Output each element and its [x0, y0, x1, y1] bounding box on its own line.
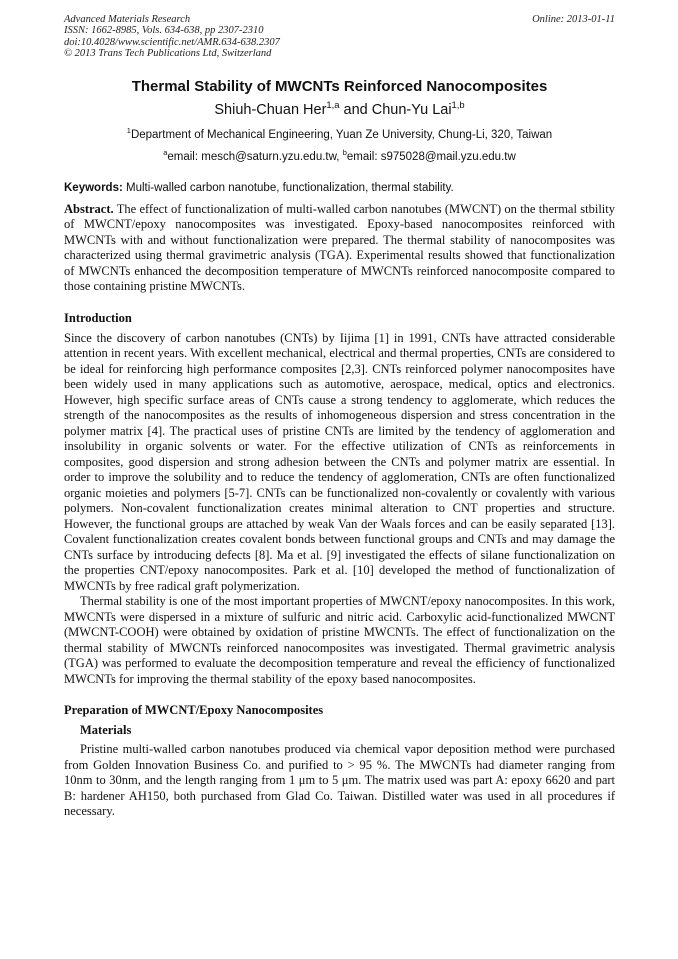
materials-subheading: Materials [80, 723, 132, 738]
journal-name: Advanced Materials Research [64, 14, 191, 25]
author-and: and [339, 101, 372, 118]
email-a-sup: a [163, 147, 168, 157]
author-line [64, 98, 615, 119]
keywords [64, 181, 615, 196]
abstract-text: The effect of functionalization of multi-walled carbon nanotubes (MWCNT) on the thermal stbility of MWCNT/epoxy nanocomposites was investigated. Epoxy-based nanocomposites reinforced with MWCNTs with and without functionalization were prepared. The thermal stability of nanocomposites was characterized using thermal gravimetric analysis (TGA). Experimental results showed that functionalization of MWCNTs enhanced the decomposition temperature of MWCNTs reinforced nanocomposite compared to those containing pristine MWCNTs. [64, 201, 615, 294]
paper-title: Thermal Stability of MWCNTs Reinforced Nanocomposites [131, 77, 548, 95]
abstract [64, 202, 615, 295]
online-date: Online: 2013-01-11 [532, 14, 615, 25]
author-2-sup: 1,b [451, 98, 465, 110]
email-a: email: mesch@saturn.yzu.edu.tw, [167, 150, 343, 163]
keywords-label: Keywords: [64, 181, 123, 194]
affiliation-text: Department of Mechanical Engineering, Yuan Ze University, Chung-Li, 320, Taiwan [130, 128, 553, 141]
author-1-sup: 1,a [326, 98, 340, 110]
email-b: email: s975028@mail.yzu.edu.tw [346, 150, 516, 163]
keywords-text: Multi-walled carbon nanotube, functionalization, thermal stability. [122, 181, 454, 194]
journal-issn: ISSN: 1662-8985, Vols. 634-638, pp 2307-2310 [64, 25, 264, 37]
abstract-label: Abstract. [64, 201, 114, 216]
journal-doi: doi:10.4028/www.scientific.net/AMR.634-638.2307 [64, 36, 280, 48]
paper-page [64, 14, 615, 820]
email-line [64, 147, 615, 165]
journal-copyright: © 2013 Trans Tech Publications Ltd, Switzerland [64, 48, 272, 60]
introduction-paragraph-1: Since the discovery of carbon nanotubes (CNTs) by Iijima [1] in 1991, CNTs have attracted considerable attention in recent years. With excellent mechanical, electrical and thermal properties, CNTs are considered to be ideal for reinforcing high performance composites [2,3]. CNTs reinforced polymer nanocomposites have been widely used in many applications such as automotive, aerospace, medical, optics and electronics. However, high specific surface areas of CNTs cause a strong tendency to agglomerate, which reduces the strength of the nanocomposites as the results of inhomogeneous dispersion and stress concentration in the polymer matrix [4]. The practical uses of pristine CNTs are limited by the tendency of agglomeration and insolubility in organic solvents or water. For the effective utilization of CNTs as reinforcements in composites, good dispersion and strong adhesion between the CNTs and polymer matrix are essential. In order to improve the solubility and to reduce the tendency of agglomeration, CNTs are often functionalized organic moieties and polymers [5-7]. CNTs can be functionalized non-covalently or covalently with various polymers. Non-covalent functionalization creates minimal alteration to CNT properties and structure. However, the functional groups are attached by weak Van der Waals forces and can be easily separated [13]. Covalent functionalization creates covalent bonds between functional groups and CNTs and may damage the CNTs surface by introducing defects [8]. Ma et al. [9] investigated the effects of silane functionalization on the properties CNT/epoxy nanocomposites. Park et al. [10] developed the method of functionalization of MWCNTs by free radical graft polymerization. [64, 330, 615, 593]
author-1: Shiuh-Chuan Her [214, 101, 327, 118]
preparation-heading: Preparation of MWCNT/Epoxy Nanocomposites [64, 703, 324, 718]
journal-header [64, 14, 615, 60]
author-2: Chun-Yu Lai [371, 101, 452, 118]
introduction-paragraph-2: Thermal stability is one of the most important properties of MWCNT/epoxy nanocomposites. In this work, MWCNTs were dispersed in a mixture of sulfuric and nitric acid. Carboxylic acid-functionalized MWCNT (MWCNT-COOH) were obtained by oxidation of pristine MWCNTs. The effect of functionalization on the thermal stability of MWCNTs reinforced nanocomposites was investigated. Thermal gravimetric analysis (TGA) was performed to evaluate the decomposition temperature and reveal the efficiency of functionalized MWCNTs for improving the thermal stability of the epoxy based nanocomposites. [64, 594, 615, 686]
materials-paragraph: Pristine multi-walled carbon nanotubes produced via chemical vapor deposition method were purchased from Golden Innovation Business Co. and purified to > 95 %. The MWCNTs had diameter ranging from 10nm to 30nm, and the length ranging from 1 μm to 5 μm. The matrix used was part A: epoxy 6620 and part B: hardener AH150, both purchased from Glad Co. Taiwan. Distilled water was used in all procedures if necessary. [64, 742, 615, 819]
affiliation-sup: 1 [126, 125, 131, 135]
email-b-sup: b [342, 147, 347, 157]
introduction-heading: Introduction [64, 310, 132, 325]
affiliation [64, 125, 615, 143]
